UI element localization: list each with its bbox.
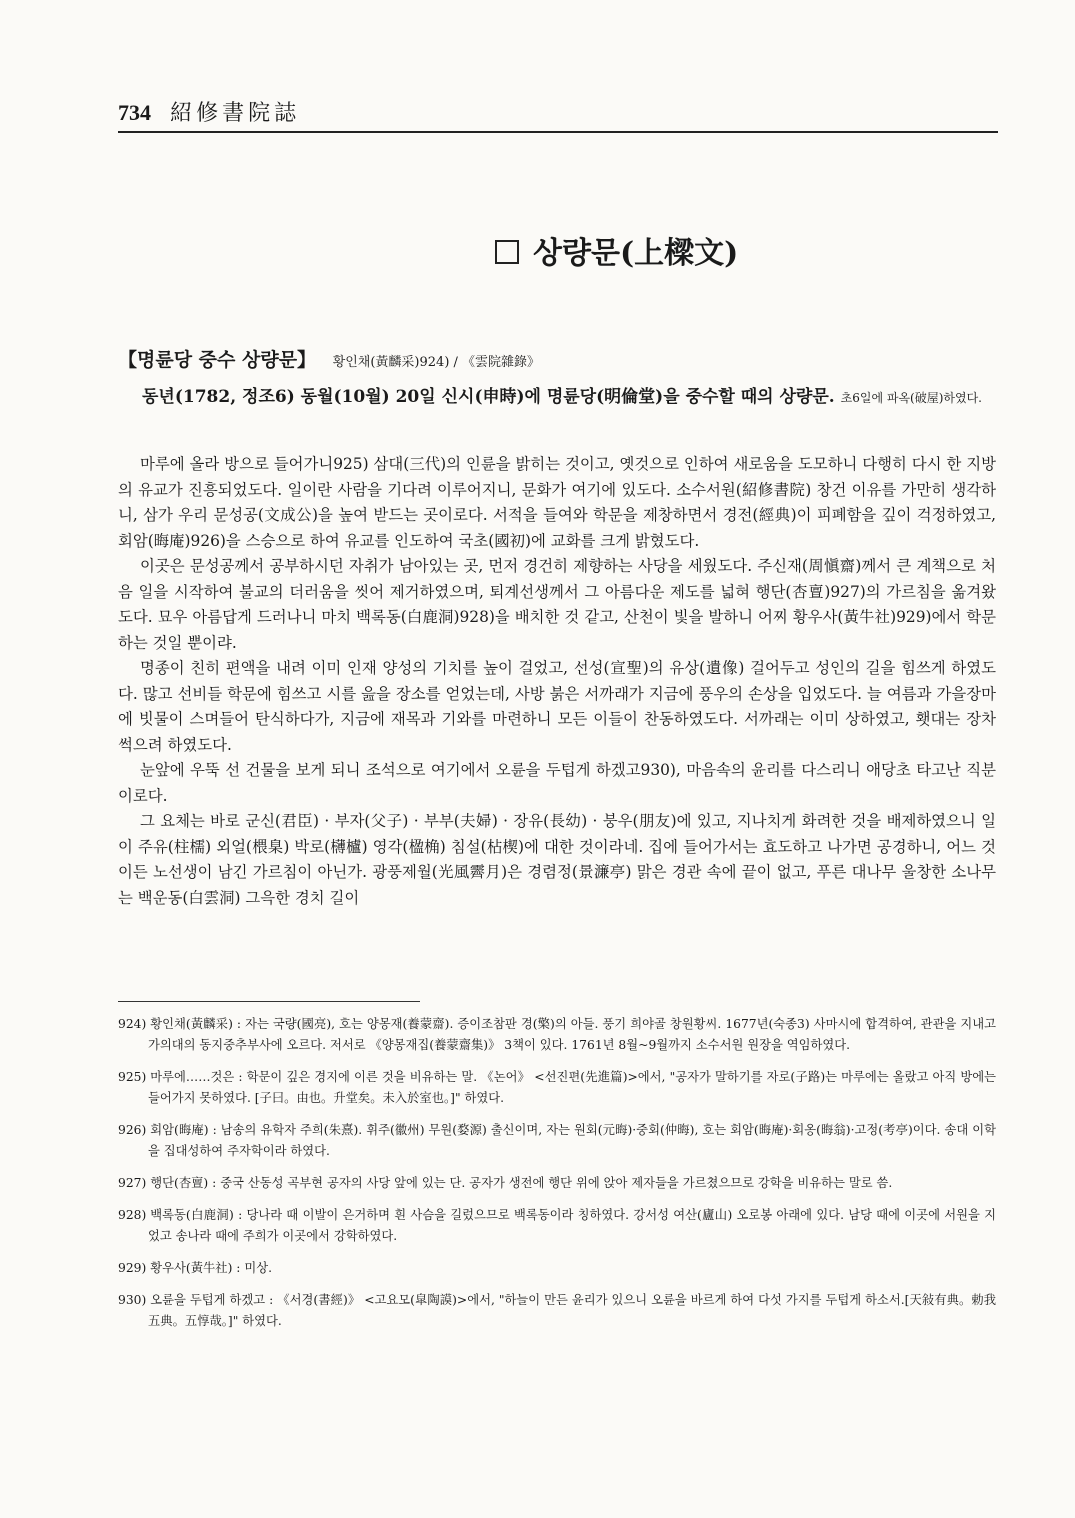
footnote [118,1258,996,1279]
footnote [118,1290,996,1332]
footnote-text: 회암(晦庵) : 남송의 유학자 주희(朱熹). 휘주(徽州) 무원(婺源) 출신이며, 자는 원회(元晦)·중회(仲晦), 호는 회암(晦庵)·회옹(晦翁)·고정(考亭)이다. 송대 이학을 집대성하여 주자학이라 하였다. [148,1123,996,1158]
footnote-text: 마루에……것은 : 학문이 깊은 경지에 이른 것을 비유하는 말. 《논어》 <선진편(先進篇)>에서, "공자가 말하기를 자로(子路)는 마루에는 올랐고 아직 방에는 들어가지 못하였다. [子曰。由也。升堂矣。未入於室也。]" 하였다. [148,1070,996,1105]
footnote-number: 926) [118,1123,147,1137]
footnote-text: 황우사(黃牛社) : 미상. [150,1261,273,1275]
footnotes [118,1014,996,1343]
summary-note: 초6일에 파옥(破屋)하였다. [840,391,982,405]
footnote [118,1014,996,1056]
footnote-text: 황인채(黃麟采) : 자는 국량(國亮), 호는 양몽재(養蒙齋). 증이조참판 경(檠)의 아들. 풍기 희야골 창원황씨. 1677년(숙종3) 사마시에 합격하여, 관관을 지내고 가의대의 동지중추부사에 오르다. 저서로 《양몽재집(養蒙齋集)》 3책이 있다. 1761년 8월~9월까지 소수서원 원장을 역임하였다. [148,1017,996,1052]
summary-text: 동년(1782, 정조6) 동월(10월) 20일 신시(申時)에 명륜당(明倫堂)을 중수할 때의 상량문. [142,387,835,407]
footnote-number: 928) [118,1208,147,1222]
section-title [495,228,738,272]
footnote [118,1120,996,1162]
paragraph: 눈앞에 우뚝 선 건물을 보게 되니 조석으로 여기에서 오륜을 두텁게 하겠고930), 마음속의 윤리를 다스리니 애당초 타고난 직분이로다. [118,761,996,805]
footnote-number: 929) [118,1261,147,1275]
book-title: 紹修書院誌 [170,101,301,126]
footnote-number: 927) [118,1176,147,1190]
footnote-text: 오륜을 두텁게 하겠고 : 《서경(書經)》 <고요모(皐陶謨)>에서, "하늘이 만든 윤리가 있으니 오륜을 바르게 하여 다섯 가지를 두텁게 하소서.[天敍有典。勅我五典。五惇哉。]" 하였다. [148,1293,996,1328]
article-title: 【명륜당 중수 상량문】 [118,349,317,371]
article-heading [118,345,540,372]
footnote-number: 925) [118,1070,147,1084]
page-header [118,96,998,133]
footnote-number: 930) [118,1293,147,1307]
paragraph: 그 요체는 바로 군신(君臣) · 부자(父子) · 부부(夫婦) · 장유(長幼) · 붕우(朋友)에 있고, 지나치게 화려한 것을 배제하였으니 일이 주유(柱檽) 외얼(椳臬) 박로(欂櫨) 영각(楹桷) 침설(枮楔)에 대한 것이라네. 집에 들어가서는 효도하고 나가면 공경하니, 어느 것이든 노선생이 남긴 가르침이 아닌가. 광풍제월(光風霽月)은 경렴정(景濂亭) 맑은 경관 속에 끝이 없고, 푸른 대나무 울창한 소나무는 백운동(白雲洞) 그윽한 경치 길이 [118,812,996,907]
body-text [118,452,996,911]
page-number: 734 [118,100,151,125]
paragraph: 이곳은 문성공께서 공부하시던 자취가 남아있는 곳, 먼저 경건히 제향하는 사당을 세웠도다. 주신재(周愼齋)께서 큰 계책으로 처음 일을 시작하여 불교의 더러움을 씻어 제거하였으며, 퇴계선생께서 그 아름다운 제도를 넓혀 행단(杏亶)927)의 가르침을 옮겨왔도다. 묘우 아름답게 드러나니 마치 백록동(白鹿洞)928)을 배치한 것 같고, 산천이 빛을 발하니 어찌 황우사(黃牛社)929)에서 학문하는 것일 뿐이랴. [118,557,996,652]
footnote [118,1205,996,1247]
square-bullet-icon [495,240,519,264]
article-author: 황인채(黃麟采)924) / 《雲院雜錄》 [332,355,541,370]
article-summary [142,385,994,411]
footnote-text: 백록동(白鹿洞) : 당나라 때 이발이 은거하며 흰 사슴을 길렀으므로 백록동이라 칭하였다. 강서성 여산(廬山) 오로봉 아래에 있다. 남당 때에 이곳에 서원을 지었고 송나라 때에 주희가 이곳에서 강학하였다. [148,1208,996,1243]
footnote [118,1173,996,1194]
footnote-divider [118,1001,420,1002]
footnote [118,1067,996,1109]
paragraph: 마루에 올라 방으로 들어가니925) 삼대(三代)의 인륜을 밝히는 것이고, 옛것으로 인하여 새로움을 도모하니 다행히 다시 한 지방의 유교가 진흥되었도다. 일이란 사람을 기다려 이루어지니, 문화가 여기에 있도다. 소수서원(紹修書院) 창건 이유를 가만히 생각하니, 삼가 우리 문성공(文成公)을 높여 받드는 곳이로다. 서적을 들여와 학문을 제창하면서 경전(經典)이 피폐함을 깊이 걱정하였고, 회암(晦庵)926)을 스승으로 하여 유교를 인도하여 국초(國初)에 교화를 크게 밝혔도다. [118,455,996,550]
footnote-number: 924) [118,1017,147,1031]
footnote-text: 행단(杏亶) : 중국 산동성 곡부현 공자의 사당 앞에 있는 단. 공자가 생전에 행단 위에 앉아 제자들을 가르쳤으므로 강학을 비유하는 말로 씀. [150,1176,893,1190]
paragraph: 명종이 친히 편액을 내려 이미 인재 양성의 기치를 높이 걸었고, 선성(宣聖)의 유상(遺像) 걸어두고 성인의 길을 힘쓰게 하였도다. 많고 선비들 학문에 힘쓰고 시를 읊을 장소를 얻었는데, 사방 붉은 서까래가 지금에 풍우의 손상을 입었도다. 늘 여름과 가을장마에 빗물이 스며들어 탄식하다가, 지금에 재목과 기와를 마련하니 모든 이들이 찬동하였도다. 서까래는 이미 상하였고, 횃대는 장차 썩으려 하였도다. [118,659,996,754]
section-title-text: 상량문(上樑文) [533,236,739,271]
